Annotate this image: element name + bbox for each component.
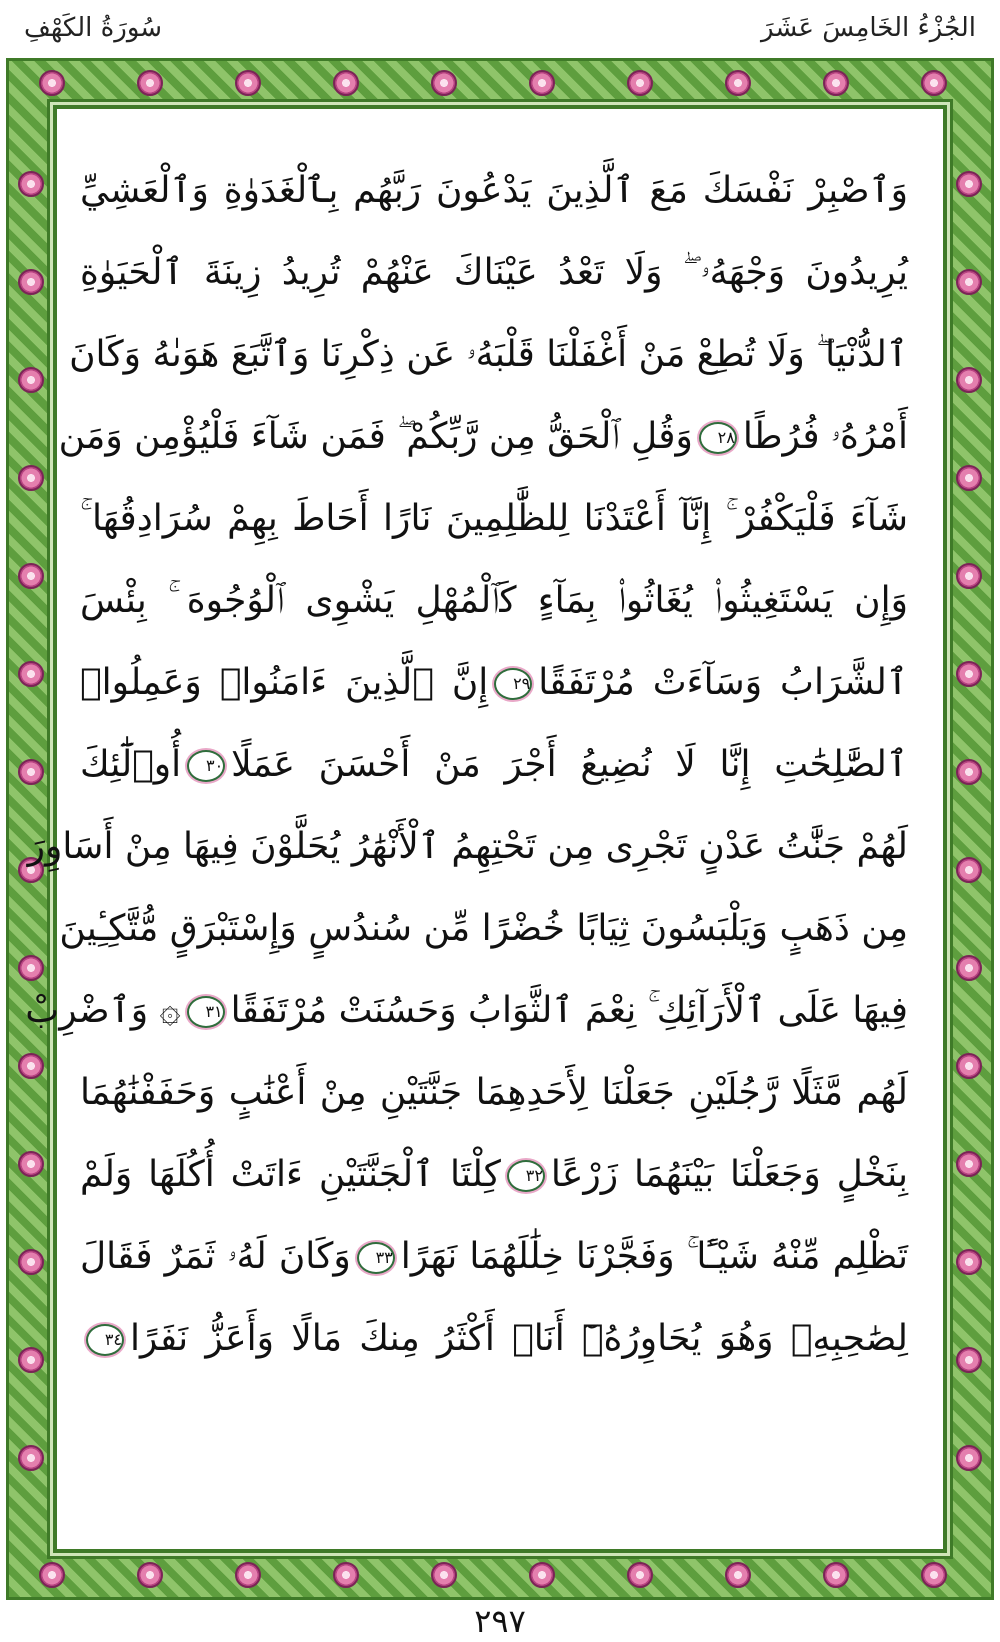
line-text: ٱلدُّنْيَا ۖ وَلَا تُطِعْ مَنْ أَغْفَلْنَا قَلْبَهُۥ عَن ذِكْرِنَا وَٱتَّبَعَ هَوَىٰهُ وَكَانَ xyxy=(69,334,908,375)
flower-ornament-icon xyxy=(235,70,261,96)
flower-ornament-icon xyxy=(39,1562,65,1588)
text-line xyxy=(80,1216,908,1298)
line-text-continued: كِلْتَا ٱلْجَنَّتَيْنِ ءَاتَتْ أُكُلَهَا وَلَمْ xyxy=(80,1154,501,1195)
flower-ornament-icon xyxy=(823,70,849,96)
flower-ornament-icon xyxy=(18,1053,44,1079)
line-text-continued: أُو۟لَٰٓئِكَ xyxy=(80,744,182,785)
flower-ornament-icon xyxy=(956,171,982,197)
flower-ornament-icon xyxy=(529,70,555,96)
line-text: فِيهَا عَلَى ٱلْأَرَآئِكِ ۚ نِعْمَ ٱلثَّوَابُ وَحَسُنَتْ مُرْتَفَقًا xyxy=(230,990,908,1031)
ayah-number-marker: ٣٠ xyxy=(187,750,225,782)
flower-ornament-icon xyxy=(725,70,751,96)
line-text: لِصَٰحِبِهِۦ وَهُوَ يُحَاوِرُهُۥٓ أَنَا۠ أَكْثَرُ مِنكَ مَالًا وَأَعَزُّ نَفَرًا xyxy=(130,1318,908,1359)
line-text: أَمْرُهُۥ فُرُطًا xyxy=(742,416,908,457)
flower-ornament-icon xyxy=(956,857,982,883)
flower-ornament-icon xyxy=(235,1562,261,1588)
page-number: ٢٩٧ xyxy=(474,1602,526,1640)
flower-ornament-icon xyxy=(529,1562,555,1588)
flower-ornament-icon xyxy=(956,1445,982,1471)
ayah-number-marker: ٣٣ xyxy=(357,1242,395,1274)
flower-ornament-icon xyxy=(956,269,982,295)
flower-ornament-icon xyxy=(18,1249,44,1275)
text-line xyxy=(80,1298,908,1380)
flower-ornament-icon xyxy=(137,1562,163,1588)
text-line xyxy=(69,314,908,396)
text-line xyxy=(25,970,908,1052)
line-text: تَظْلِم مِّنْهُ شَيْـًٔا ۚ وَفَجَّرْنَا خِلَٰلَهُمَا نَهَرًا xyxy=(400,1236,908,1277)
text-line xyxy=(58,396,908,478)
ayah-number-marker: ٣٢ xyxy=(507,1160,545,1192)
flower-ornament-icon xyxy=(956,1151,982,1177)
line-text: بِنَخْلٍ وَجَعَلْنَا بَيْنَهُمَا زَرْعًا xyxy=(550,1154,908,1195)
text-line xyxy=(80,478,908,560)
text-line xyxy=(80,150,908,232)
flower-ornament-icon xyxy=(431,1562,457,1588)
line-text: ٱلصَّٰلِحَٰتِ إِنَّا لَا نُضِيعُ أَجْرَ مَنْ أَحْسَنَ عَمَلًا xyxy=(231,744,908,785)
flower-ornament-icon xyxy=(18,171,44,197)
flower-ornament-icon xyxy=(18,1445,44,1471)
line-text-continued: إِنَّ ٱلَّذِينَ ءَامَنُوا۟ وَعَمِلُوا۟ xyxy=(80,662,489,703)
flower-ornament-icon xyxy=(18,1347,44,1373)
line-text-continued: وَقُلِ ٱلْحَقُّ مِن رَّبِّكُمْ ۖ فَمَن شَآءَ فَلْيُؤْمِن وَمَن xyxy=(58,416,693,457)
page-header xyxy=(24,8,976,48)
flower-ornament-icon xyxy=(333,70,359,96)
flower-ornament-icon xyxy=(18,563,44,589)
line-text: لَهُمْ جَنَّٰتُ عَدْنٍ تَجْرِى مِن تَحْتِهِمُ ٱلْأَنْهَٰرُ يُحَلَّوْنَ فِيهَا مِنْ أَسَاوِرَ xyxy=(27,826,908,867)
flower-ornament-icon xyxy=(956,367,982,393)
flower-ornament-icon xyxy=(18,759,44,785)
line-text-continued: وَكَانَ لَهُۥ ثَمَرٌ فَقَالَ xyxy=(80,1236,351,1277)
flower-ornament-icon xyxy=(18,661,44,687)
text-line xyxy=(80,560,908,642)
ayah-number-marker: ٢٨ xyxy=(699,422,737,454)
text-line xyxy=(80,1134,908,1216)
flower-ornament-icon xyxy=(956,1053,982,1079)
text-line xyxy=(59,888,908,970)
flower-ornament-icon xyxy=(18,465,44,491)
flower-ornament-icon xyxy=(431,70,457,96)
line-text: شَآءَ فَلْيَكْفُرْ ۚ إِنَّآ أَعْتَدْنَا لِلظَّٰلِمِينَ نَارًا أَحَاطَ بِهِمْ سُرَادِقُهَا ۚ xyxy=(80,498,908,539)
line-text: يُرِيدُونَ وَجْهَهُۥ ۖ وَلَا تَعْدُ عَيْنَاكَ عَنْهُمْ تُرِيدُ زِينَةَ ٱلْحَيَوٰةِ xyxy=(80,252,908,293)
flower-ornament-icon xyxy=(627,70,653,96)
flower-ornament-icon xyxy=(18,367,44,393)
line-text: لَهُم مَّثَلًا رَّجُلَيْنِ جَعَلْنَا لِأَحَدِهِمَا جَنَّتَيْنِ مِنْ أَعْنَٰبٍ وَحَفَفْنَٰهُمَا xyxy=(80,1072,908,1113)
flower-ornament-icon xyxy=(18,269,44,295)
line-text-continued: ۞ وَٱضْرِبْ xyxy=(25,990,181,1031)
flower-ornament-icon xyxy=(956,1249,982,1275)
flower-ornament-icon xyxy=(956,661,982,687)
flower-ornament-icon xyxy=(18,1151,44,1177)
flower-ornament-icon xyxy=(137,70,163,96)
surah-title: سُورَةُ الكَهْفِ xyxy=(24,13,163,43)
flower-ornament-icon xyxy=(956,759,982,785)
flower-ornament-icon xyxy=(956,465,982,491)
quran-text xyxy=(25,150,908,1550)
line-text: وَٱصْبِرْ نَفْسَكَ مَعَ ٱلَّذِينَ يَدْعُونَ رَبَّهُم بِٱلْغَدَوٰةِ وَٱلْعَشِيِّ xyxy=(80,170,908,211)
flower-ornament-icon xyxy=(956,955,982,981)
text-line xyxy=(80,1052,908,1134)
text-line xyxy=(27,806,908,888)
ayah-number-marker: ٣١ xyxy=(187,996,225,1028)
line-text: ٱلشَّرَابُ وَسَآءَتْ مُرْتَفَقًا xyxy=(538,662,908,703)
flower-ornament-icon xyxy=(39,70,65,96)
ayah-number-marker: ٢٩ xyxy=(494,668,532,700)
flower-ornament-icon xyxy=(627,1562,653,1588)
flower-ornament-icon xyxy=(956,1347,982,1373)
juz-title: الجُزْءُ الخَامِسَ عَشَرَ xyxy=(760,13,976,43)
flower-ornament-icon xyxy=(333,1562,359,1588)
flower-ornament-icon xyxy=(921,1562,947,1588)
line-text: وَإِن يَسْتَغِيثُوا۟ يُغَاثُوا۟ بِمَآءٍ كَٱلْمُهْلِ يَشْوِى ٱلْوُجُوهَ ۚ بِئْسَ xyxy=(80,580,908,621)
flower-ornament-icon xyxy=(725,1562,751,1588)
ayah-number-marker: ٣٤ xyxy=(86,1324,124,1356)
flower-ornament-icon xyxy=(956,563,982,589)
flower-ornament-icon xyxy=(823,1562,849,1588)
line-text: مِن ذَهَبٍ وَيَلْبَسُونَ ثِيَابًا خُضْرًا مِّن سُندُسٍ وَإِسْتَبْرَقٍ مُّتَّكِـِٔينَ xyxy=(59,908,908,949)
text-line xyxy=(80,232,908,314)
text-line xyxy=(80,724,908,806)
flower-ornament-icon xyxy=(921,70,947,96)
text-line xyxy=(80,642,908,724)
